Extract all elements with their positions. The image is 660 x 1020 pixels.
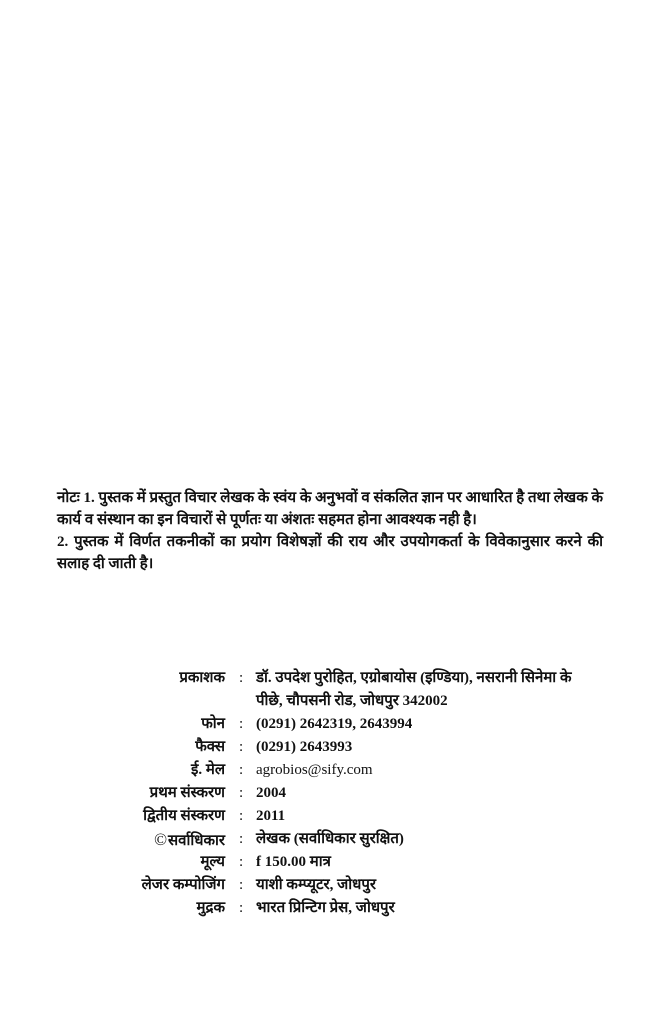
imprint-value-price: f 150.00 मात्र xyxy=(256,854,331,870)
note-paragraph-1: नोटः 1. पुस्तक में प्रस्तुत विचार लेखक के स्वंय के अनुभवों व संकलित ज्ञान पर आधारित है तथा लेखक के कार्य व संस्थान का इन विचारों से पूर्णतः या अंशतः सहमत होना आवश्यक नही है। xyxy=(57,490,603,528)
imprint-separator: : xyxy=(239,716,244,732)
note-paragraph-2: 2. पुस्तक में विर्णत तकनीकों का प्रयोग विशेषज्ञों की राय और उपयोगकर्ता के विवेकानुसार करने की सलाह दी जाती है। xyxy=(57,534,603,572)
copyright-icon: © xyxy=(154,830,167,849)
imprint-block xyxy=(0,667,660,920)
imprint-separator: : xyxy=(239,739,244,755)
imprint-value-first-edition: 2004 xyxy=(256,785,286,801)
imprint-label: मूल्य xyxy=(200,854,225,870)
imprint-separator: : xyxy=(239,785,244,801)
imprint-label: मुद्रक xyxy=(196,900,225,916)
imprint-label: ई. मेल xyxy=(190,762,225,778)
imprint-value-copyright: लेखक (सर्वाधिकार सुरक्षित) xyxy=(256,831,404,847)
imprint-value-fax: (0291) 2643993 xyxy=(256,739,353,755)
imprint-value-phone: (0291) 2642319, 2643994 xyxy=(256,716,413,732)
imprint-label: फोन xyxy=(201,716,225,732)
imprint-row-first-edition xyxy=(0,782,660,805)
disclaimer-note xyxy=(57,487,603,575)
imprint-label: सर्वाधिकार xyxy=(167,833,225,849)
imprint-row-second-edition xyxy=(0,805,660,828)
imprint-separator: : xyxy=(239,900,244,916)
imprint-label: लेजर कम्पोजिंग xyxy=(141,877,225,893)
imprint-separator: : xyxy=(239,877,244,893)
imprint-label: द्वितीय संस्करण xyxy=(143,808,225,824)
imprint-value-second-edition: 2011 xyxy=(256,808,286,824)
imprint-value-email: agrobios@sify.com xyxy=(256,762,373,778)
imprint-label-copyright xyxy=(154,828,225,853)
imprint-separator: : xyxy=(239,854,244,870)
imprint-row-printer xyxy=(0,897,660,920)
imprint-value-publisher: डॉ. उपदेश पुरोहित, एग्रोबायोस (इण्डिया), नसरानी सिनेमा के पीछे, चौपसनी रोड, जोधपुर 342002 xyxy=(256,670,572,709)
imprint-row-price xyxy=(0,851,660,874)
imprint-label: प्रकाशक xyxy=(179,670,225,686)
imprint-value-printer: भारत प्रिन्टिग प्रेस, जोधपुर xyxy=(256,900,395,916)
imprint-row-phone xyxy=(0,713,660,736)
imprint-separator: : xyxy=(239,762,244,778)
imprint-value-laser-composing: याशी कम्प्यूटर, जोधपुर xyxy=(256,877,377,893)
imprint-row-publisher xyxy=(0,667,660,713)
imprint-row-email xyxy=(0,759,660,782)
imprint-row-copyright xyxy=(0,828,660,851)
imprint-label: प्रथम संस्करण xyxy=(149,785,225,801)
imprint-row-fax xyxy=(0,736,660,759)
imprint-row-laser-composing xyxy=(0,874,660,897)
imprint-separator: : xyxy=(239,670,244,686)
imprint-separator: : xyxy=(239,831,244,847)
imprint-label: फैक्स xyxy=(195,739,225,755)
imprint-separator: : xyxy=(239,808,244,824)
